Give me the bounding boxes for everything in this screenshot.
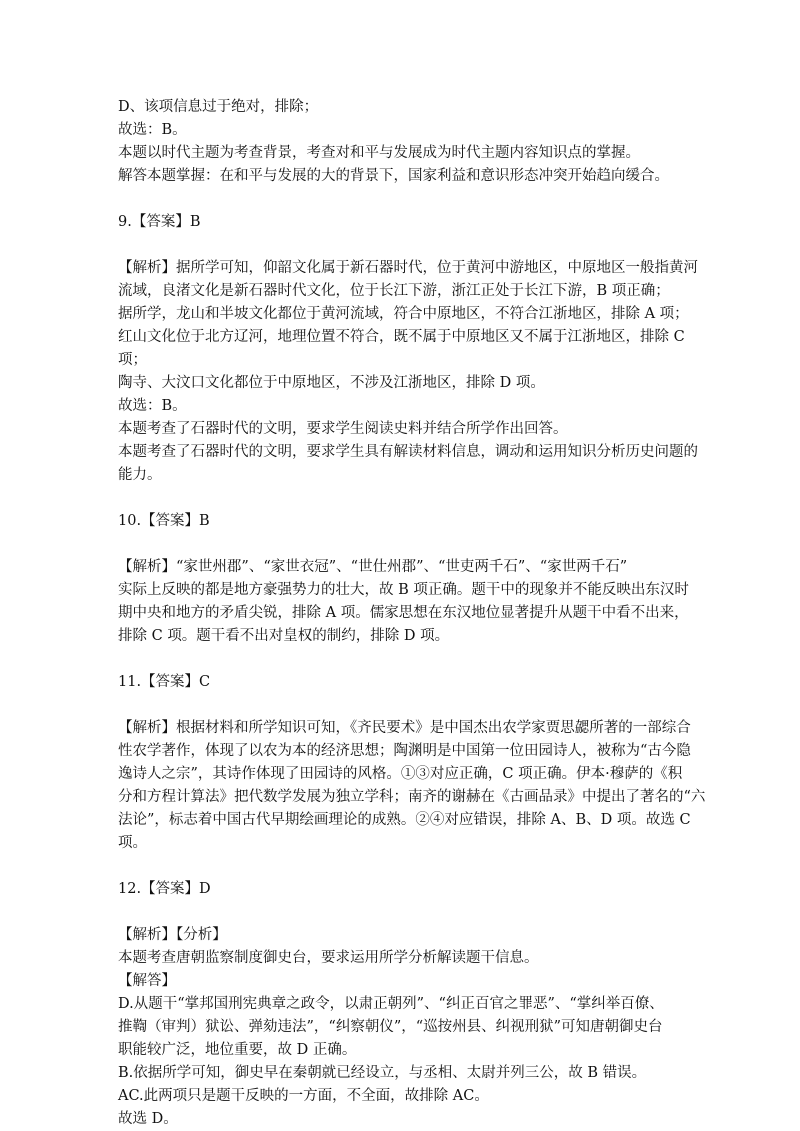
text-line: 据所学，龙山和半坡文化都位于黄河流域，符合中原地区，不符合江浙地区，排除 A 项； [118, 306, 689, 322]
text-line: 流域，良渚文化是新石器时代文化，位于长江下游，浙江正处于长江下游，B 项正确； [118, 283, 670, 299]
text-line: 实际上反映的都是地方豪强势力的壮大，故 B 项正确。题干中的现象并不能反映出东汉时 [118, 582, 689, 598]
text-line: 【解析】【分析】 [118, 927, 227, 943]
text-line: 法论”，标志着中国古代早期绘画理论的成熟。②④对应错误，排除 A、B、D 项。故选 C [118, 812, 691, 828]
text-line: 11.【答案】C [118, 674, 211, 690]
text-line: 项； [118, 352, 147, 368]
text-line: 职能较广泛，地位重要，故 D 正确。 [118, 1042, 357, 1058]
blank-line [118, 901, 700, 924]
text-line: 本题考查唐朝监察制度御史台，要求运用所学分析解读题干信息。 [118, 950, 539, 966]
text-line: 红山文化位于北方辽河，地理位置不符合，既不属于中原地区又不属于江浙地区，排除 C [118, 329, 685, 345]
text-line: B.依据所学可知，御史早在秦朝就已经设立，与丞相、太尉并列三公，故 B 错误。 [118, 1065, 647, 1081]
text-line: 【解答】 [118, 973, 176, 989]
blank-line [118, 694, 700, 717]
blank-line [118, 648, 700, 671]
text-line: 故选 D。 [118, 1111, 178, 1127]
text-line: 项。 [118, 835, 147, 851]
text-line: 【解析】“家世州郡”、“家世衣冠”、“世仕州郡”、“世吏两千石”、“家世两千石” [118, 559, 628, 575]
text-line: 9.【答案】B [118, 214, 201, 230]
text-line: 故选：B。 [118, 398, 187, 414]
text-line: 10.【答案】B [118, 513, 210, 529]
blank-line [118, 855, 700, 878]
answer-text-body [118, 96, 706, 1131]
text-line: 分和方程计算法》把代数学发展为独立学科；南齐的谢赫在《古画品录》中提出了著名的“六 [118, 789, 706, 805]
blank-line [118, 188, 700, 211]
blank-line [118, 234, 700, 257]
text-line: D.从题干“掌邦国刑宪典章之政令，以肃正朝列”、“纠正百官之罪恶”、“掌纠举百僚、 [118, 996, 664, 1012]
text-line: D、该项信息过于绝对，排除； [118, 99, 319, 115]
text-line: 故选：B。 [118, 122, 187, 138]
text-line: 期中央和地方的矛盾尖锐，排除 A 项。儒家思想在东汉地位显著提升从题干中看不出来， [118, 605, 689, 621]
text-line: 推鞫（审判）狱讼、弹劾违法”，“纠察朝仪”，“巡按州县、纠视刑狱”可知唐朝御史台 [118, 1019, 663, 1035]
blank-line [118, 533, 700, 556]
text-line: 【解析】据所学可知，仰韶文化属于新石器时代，位于黄河中游地区，中原地区一般指黄河 [118, 260, 698, 276]
text-line: 本题以时代主题为考查背景，考查对和平与发展成为时代主题内容知识点的掌握。 [118, 145, 640, 161]
text-line: 能力。 [118, 467, 162, 483]
text-line: 12.【答案】D [118, 881, 211, 897]
text-line: AC.此两项只是题干反映的一方面，不全面，故排除 AC。 [118, 1088, 489, 1104]
text-line: 排除 C 项。题干看不出对皇权的制约，排除 D 项。 [118, 628, 450, 644]
text-line: 【解析】根据材料和所学知识可知，《齐民要术》是中国杰出农学家贾思勰所著的一部综合 [118, 720, 691, 736]
text-line: 逸诗人之宗”，其诗作体现了田园诗的风格。①③对应正确，C 项正确。伊本·穆萨的《积 [118, 766, 683, 782]
text-line: 性农学著作，体现了以农为本的经济思想；陶渊明是中国第一位田园诗人，被称为“古今隐 [118, 743, 691, 759]
text-line: 陶寺、大汶口文化都位于中原地区，不涉及江浙地区，排除 D 项。 [118, 375, 545, 391]
blank-line [118, 487, 700, 510]
text-line: 解答本题掌握：在和平与发展的大的背景下，国家利益和意识形态冲突开始趋向缓合。 [118, 168, 669, 184]
text-line: 本题考查了石器时代的文明，要求学生阅读史料并结合所学作出回答。 [118, 421, 568, 437]
text-line: 本题考查了石器时代的文明，要求学生具有解读材料信息，调动和运用知识分析历史问题的 [118, 444, 698, 460]
